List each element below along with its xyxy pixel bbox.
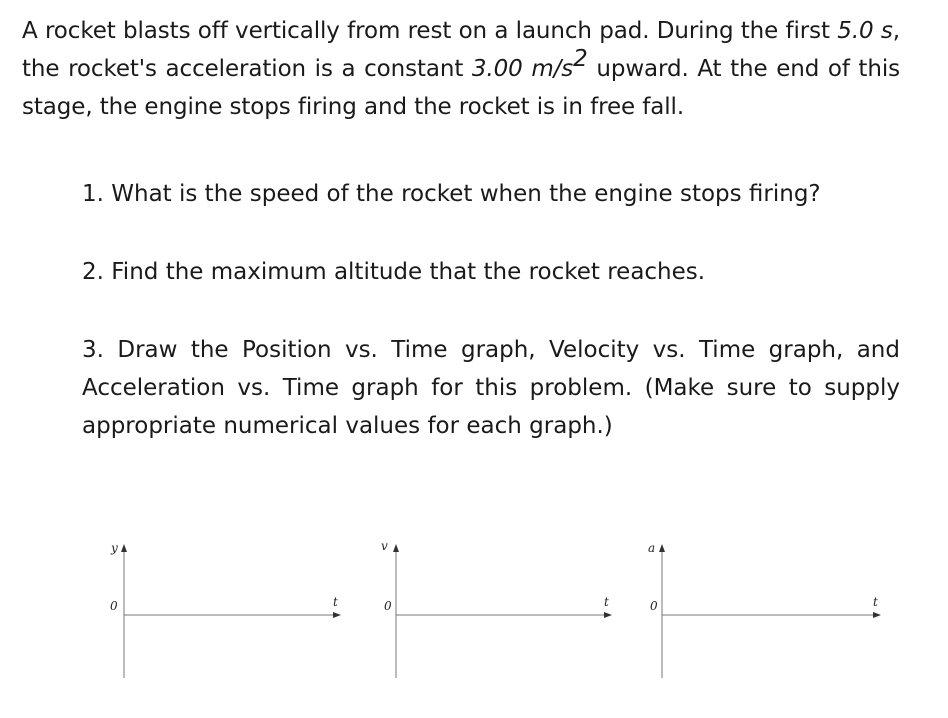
stage-duration: 5.0 s bbox=[837, 18, 893, 44]
velocity-y-label: v bbox=[381, 539, 388, 553]
velocity-origin-label: 0 bbox=[384, 599, 392, 613]
acceleration-y-label: a bbox=[648, 541, 656, 555]
acceleration-x-label: t bbox=[873, 595, 878, 609]
position-origin-label: 0 bbox=[110, 599, 118, 613]
acceleration-y-arrow bbox=[659, 544, 665, 552]
intro-line-2: , the rocket's acceleration is a constant bbox=[22, 18, 900, 82]
acceleration-time-graph bbox=[648, 541, 881, 678]
acceleration-value: 3.00 m/s bbox=[471, 56, 574, 82]
position-y-label: y bbox=[111, 541, 118, 555]
question-3: 3. Draw the Position vs. Time graph, Velocity vs. Time graph, and Acceleration vs. Time graph for this problem. (Make sure to supply appropriate numerical values for each graph.) bbox=[82, 337, 900, 439]
problem-statement bbox=[22, 12, 900, 126]
intro-line-2-end: upward. At the bbox=[587, 56, 768, 82]
position-x-arrow bbox=[333, 612, 341, 618]
blank-graphs bbox=[0, 530, 948, 690]
position-y-arrow bbox=[121, 544, 127, 552]
velocity-time-graph bbox=[381, 539, 612, 678]
question-1: 1. What is the speed of the rocket when the engine stops firing? bbox=[82, 181, 821, 207]
position-x-label: t bbox=[333, 595, 338, 609]
velocity-x-label: t bbox=[604, 595, 609, 609]
intro-line-1: A rocket blasts off vertically from rest on a launch pad. During the first bbox=[22, 18, 830, 44]
question-2: 2. Find the maximum altitude that the rocket reaches. bbox=[82, 259, 706, 285]
position-time-graph bbox=[110, 541, 341, 678]
velocity-x-arrow bbox=[604, 612, 612, 618]
acceleration-exponent: 2 bbox=[573, 46, 588, 72]
velocity-y-arrow bbox=[393, 544, 399, 552]
acceleration-origin-label: 0 bbox=[650, 599, 658, 613]
graph-axes bbox=[0, 530, 948, 690]
acceleration-x-arrow bbox=[873, 612, 881, 618]
intro-line-3: end of this stage, the engine stops firing and the rocket is in free fall. bbox=[22, 56, 901, 120]
